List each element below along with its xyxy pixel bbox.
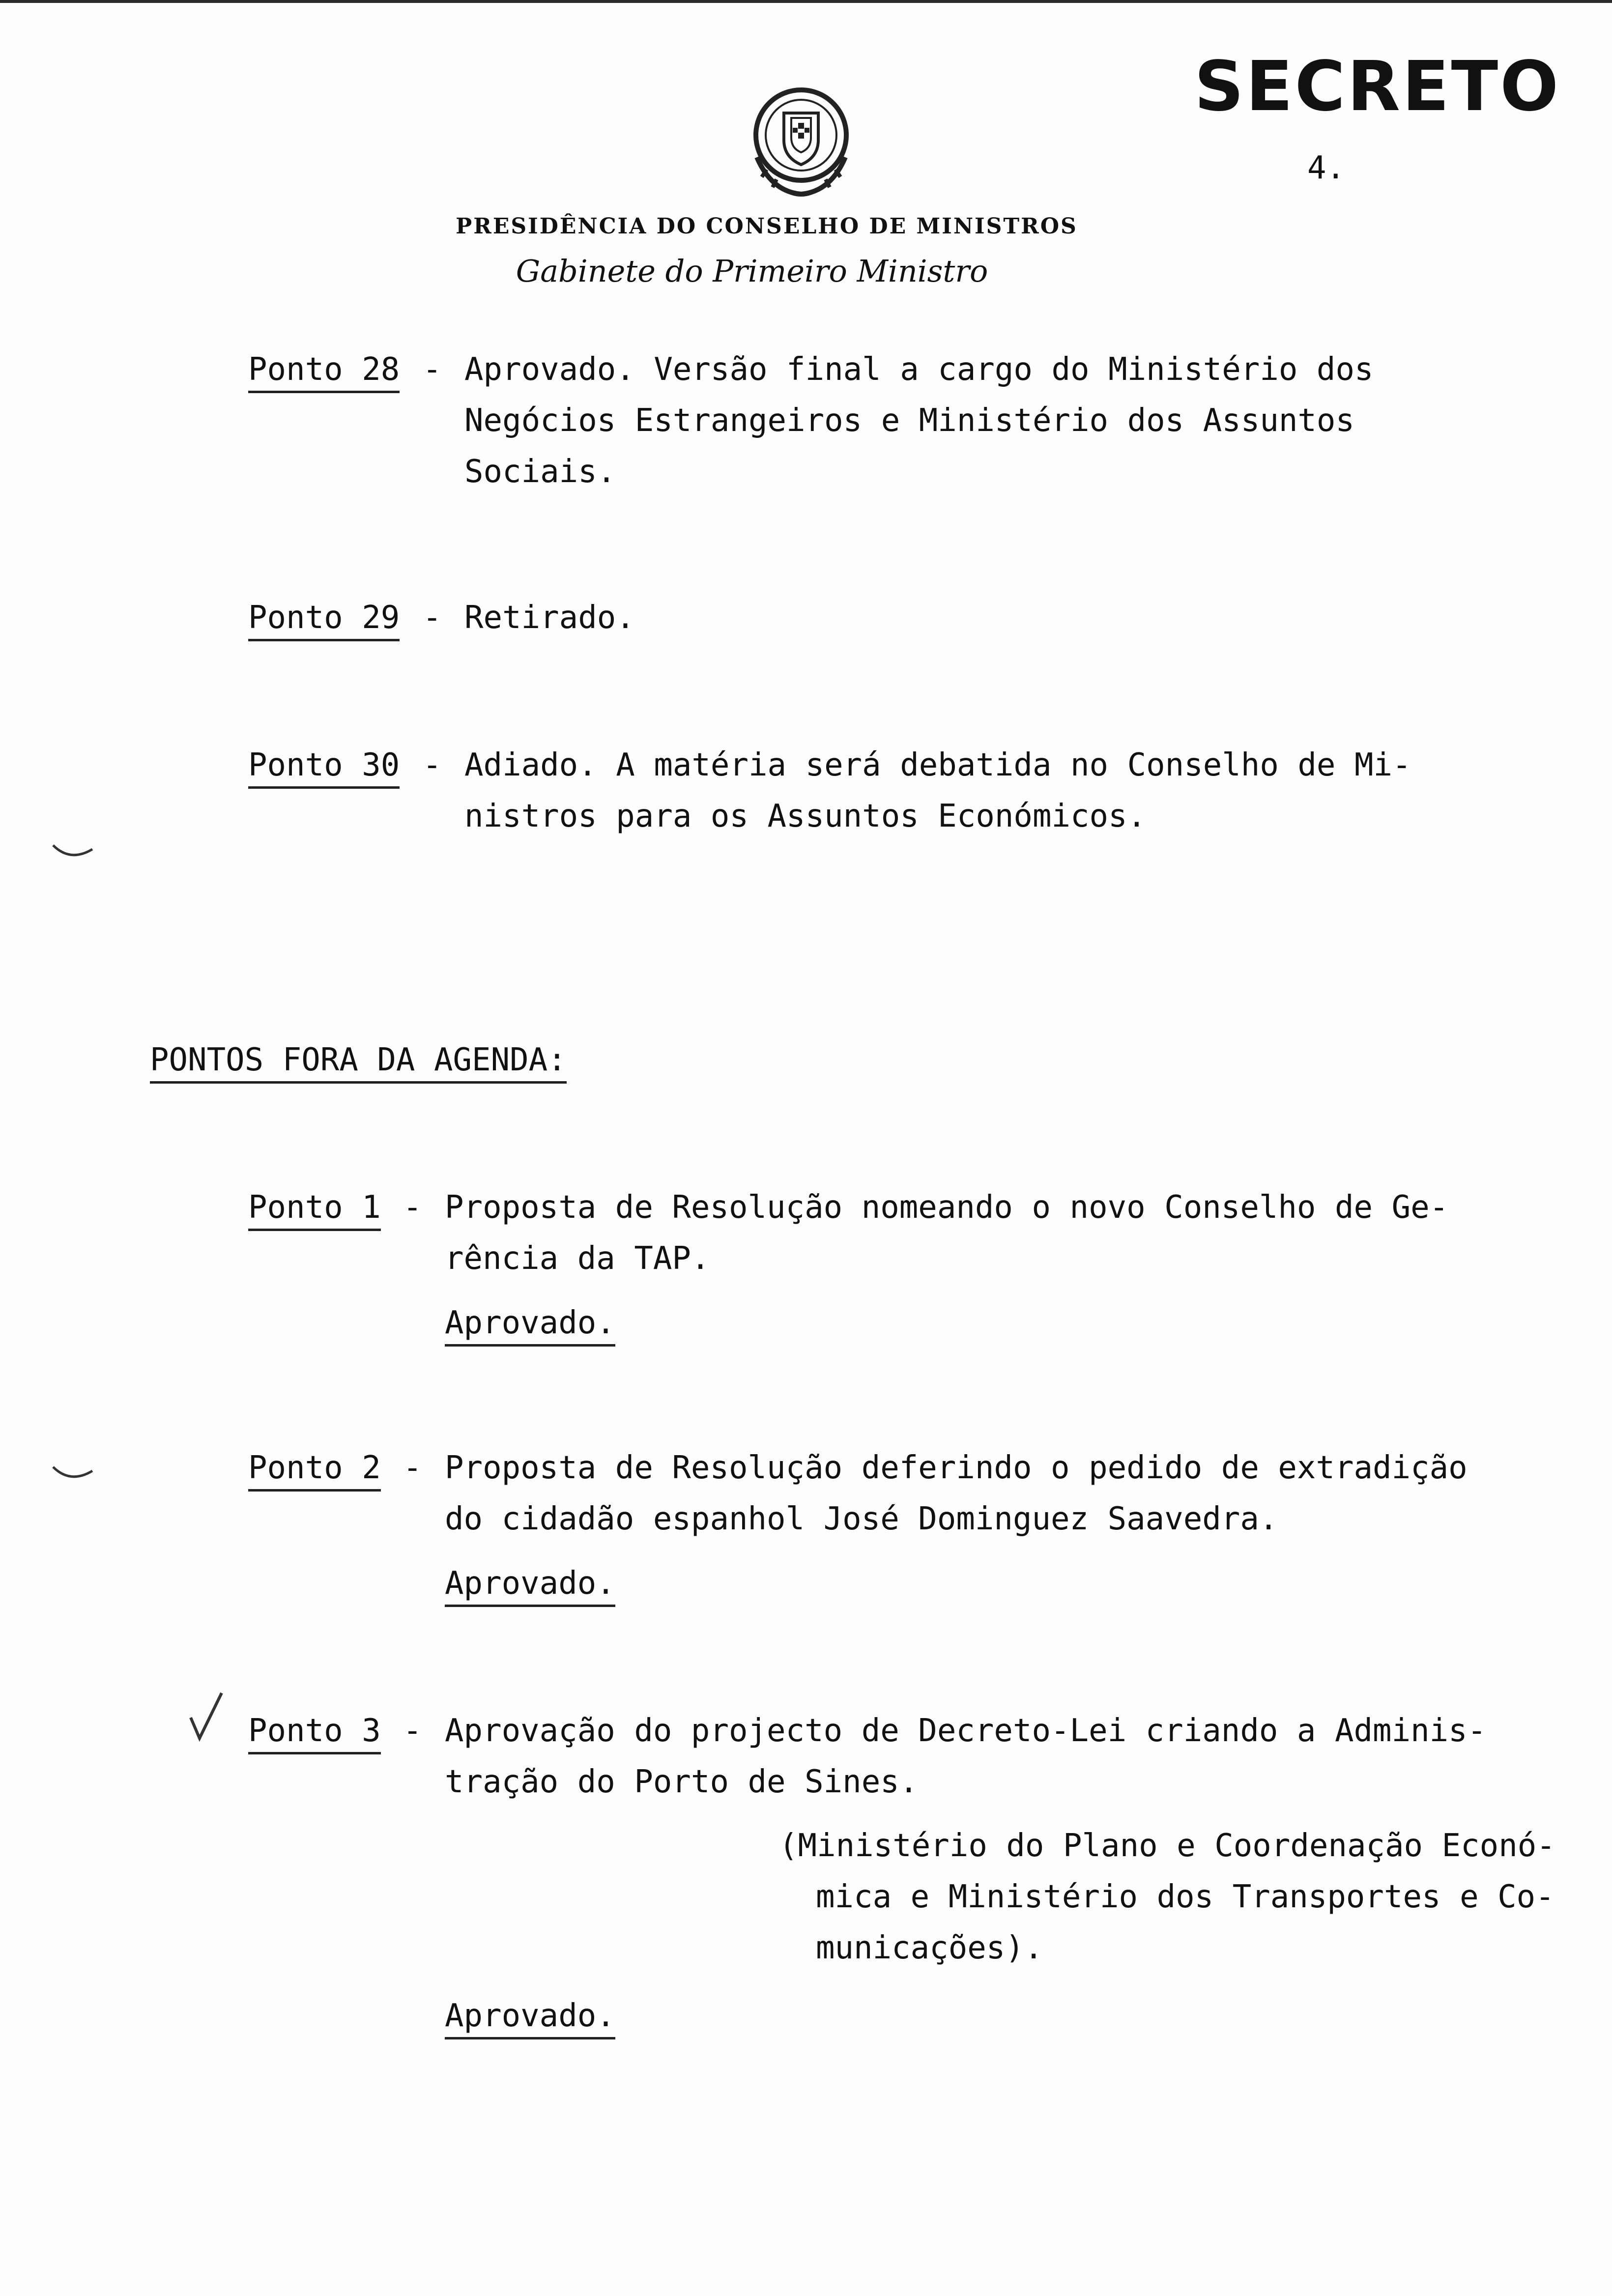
item-text-line: Negócios Estrangeiros e Ministério dos Assuntos — [464, 402, 1354, 439]
page-number: 4. — [1307, 150, 1346, 186]
margin-tick-icon — [49, 1457, 98, 1487]
ministry-line: mica e Ministério dos Transportes e Co- — [816, 1879, 1554, 1915]
section-heading: PONTOS FORA DA AGENDA: — [150, 1034, 567, 1086]
item-text-line: nistros para os Assuntos Económicos. — [464, 798, 1147, 834]
item-dash: - — [403, 1450, 422, 1486]
extra-item-label-ponto-2: Ponto 2 — [248, 1442, 381, 1493]
decision-text: Aprovado. — [445, 1558, 615, 1609]
item-dash: - — [423, 351, 442, 388]
item-text-line: Sociais. — [464, 454, 616, 490]
item-dash: - — [403, 1713, 422, 1749]
coat-of-arms-icon — [737, 84, 865, 201]
item-text-line: Retirado. — [464, 600, 635, 636]
extra-item-label-ponto-1: Ponto 1 — [248, 1182, 381, 1233]
office-name: Gabinete do Primeiro Ministro — [516, 253, 988, 289]
item-text-line: do cidadão espanhol José Dominguez Saavedra. — [445, 1501, 1278, 1537]
top-rule — [0, 0, 1612, 3]
item-dash: - — [423, 747, 442, 783]
ministry-line: municações). — [816, 1930, 1043, 1966]
item-text-line: tração do Porto de Sines. — [445, 1764, 919, 1800]
margin-tick-icon — [49, 835, 98, 865]
organization-name: PRESIDÊNCIA DO CONSELHO DE MINISTROS — [456, 214, 1078, 239]
ministry-line: (Ministério do Plano e Coordenação Econó- — [779, 1828, 1555, 1864]
item-text-line: Adiado. A matéria será debatida no Conselho de Mi- — [464, 747, 1411, 783]
extra-item-label-ponto-3: Ponto 3 — [248, 1705, 381, 1756]
checkmark-icon — [187, 1691, 226, 1745]
item-dash: - — [423, 600, 442, 636]
item-text-line: rência da TAP. — [445, 1240, 710, 1277]
item-text-line: Aprovação do projecto de Decreto-Lei criando a Adminis- — [445, 1713, 1487, 1749]
item-label-ponto-28: Ponto 28 — [248, 344, 400, 395]
item-text-line: Aprovado. Versão final a cargo do Ministério dos — [464, 351, 1374, 388]
item-label-ponto-30: Ponto 30 — [248, 740, 400, 791]
item-dash: - — [403, 1189, 422, 1226]
item-text-line: Proposta de Resolução nomeando o novo Conselho de Ge- — [445, 1189, 1449, 1226]
item-text-line: Proposta de Resolução deferindo o pedido de extradição — [445, 1450, 1468, 1486]
decision-text: Aprovado. — [445, 1297, 615, 1349]
item-label-ponto-29: Ponto 29 — [248, 592, 400, 643]
classification-stamp: SECRETO — [1194, 47, 1561, 127]
decision-text: Aprovado. — [445, 1990, 615, 2041]
